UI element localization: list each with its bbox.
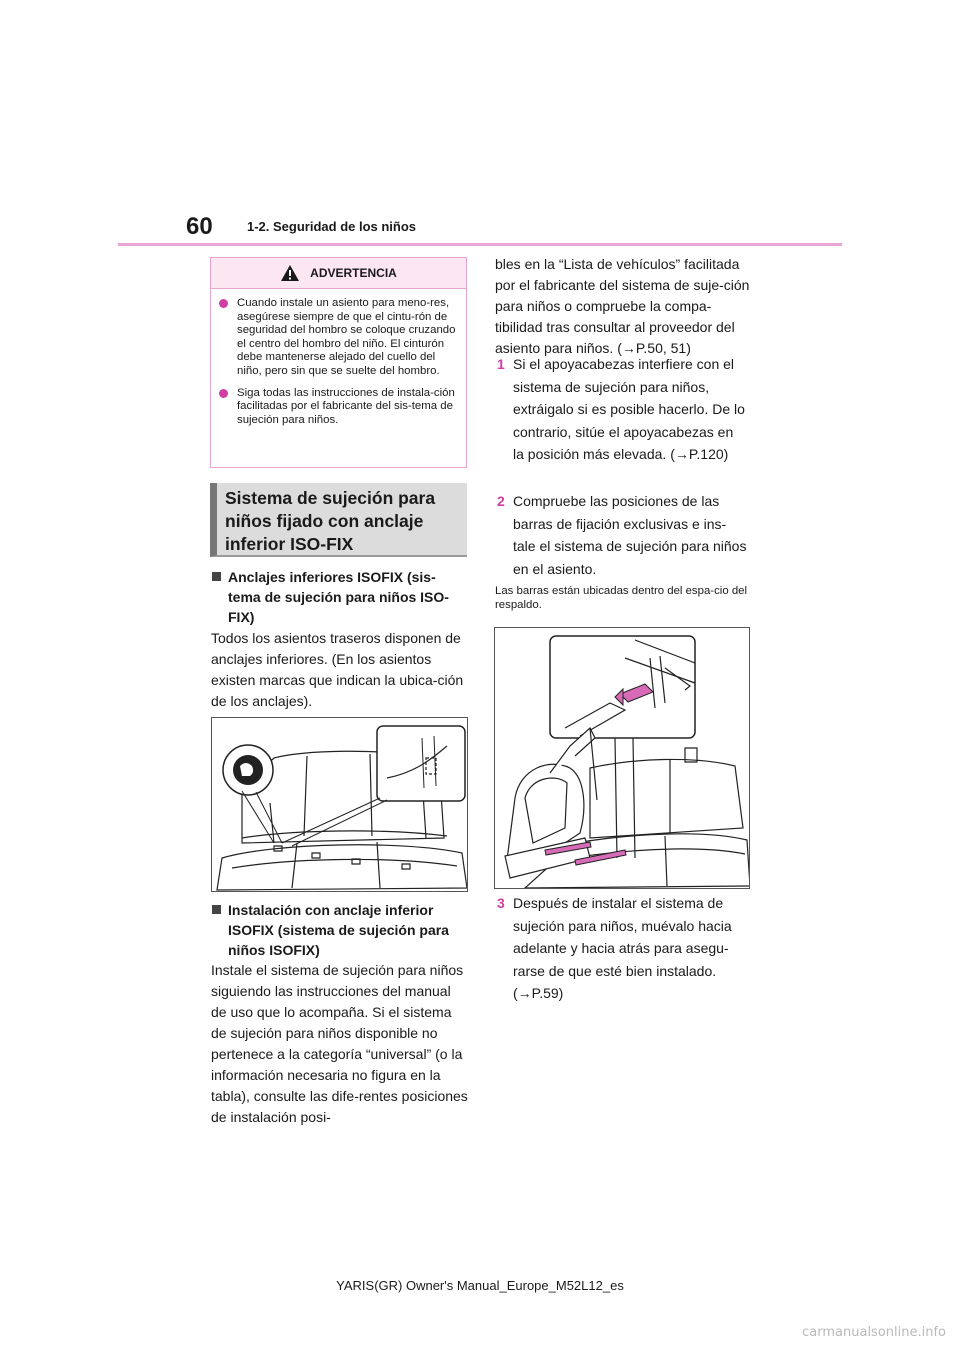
subheading-text: Instalación con anclaje inferior ISOFIX (sistema de sujeción para niños ISOFIX) bbox=[228, 902, 449, 958]
figure-rear-seat-isofix bbox=[211, 717, 468, 892]
square-bullet-icon bbox=[212, 905, 221, 914]
step-number: 3 bbox=[497, 895, 505, 911]
warning-item-text: Cuando instale un asiento para meno-res, asegúrese siempre de que el cintu-rón de seguridad del hombro se coloque cruzando el centro del hombro del niño. El cinturón debe mantenerse alejado del cuello del niño, pero sin que se suelte del hombro. bbox=[237, 297, 456, 377]
subheading-text: Anclajes inferiores ISOFIX (sis-tema de sujeción para niños ISO-FIX) bbox=[228, 569, 449, 625]
warning-header bbox=[211, 258, 466, 289]
section-title: 1-2. Seguridad de los niños bbox=[247, 219, 417, 234]
footer-text: YARIS(GR) Owner's Manual_Europe_M52L12_es bbox=[336, 1278, 624, 1293]
body-paragraph: Todos los asientos traseros disponen de anclajes inferiores. (En los asientos existen marcas que indican la ubica-ción de los anclajes). bbox=[211, 630, 464, 709]
step-text: Después de instalar el sistema de sujeción para niños, muévalo hacia adelante y hacia atrás para asegu-rarse de que esté bien instalado. (→P.59) bbox=[513, 895, 732, 1002]
bullet-icon bbox=[219, 299, 228, 308]
watermark: carmanualsonline.info bbox=[802, 1325, 946, 1340]
note-text: Las barras están ubicadas dentro del espa-cio del respaldo. bbox=[495, 585, 748, 611]
rear-seat-illustration bbox=[212, 718, 468, 892]
step-text: Compruebe las posiciones de las barras de fijación exclusivas e ins-tale el sistema de sujeción para niños en el asiento. bbox=[513, 493, 747, 577]
header-rule bbox=[118, 243, 842, 246]
step-number: 2 bbox=[497, 493, 505, 509]
step-text: Si el apoyacabezas interfiere con el sistema de sujeción para niños, extráigalo si es posible hacerlo. De lo contrario, sitúe el apoyacabezas en la posición más elevada. (→P.120) bbox=[513, 356, 745, 463]
step-number: 1 bbox=[497, 356, 505, 372]
square-bullet-icon bbox=[212, 572, 221, 581]
step-item bbox=[497, 892, 747, 1005]
section-heading: Sistema de sujeción para niños fijado con anclaje inferior ISO-FIX bbox=[210, 483, 467, 557]
warning-triangle-icon bbox=[280, 264, 300, 282]
warning-item bbox=[219, 297, 456, 379]
figure-child-seat-installation bbox=[494, 627, 750, 889]
body-paragraph: Instale el sistema de sujeción para niños siguiendo las instrucciones del manual de uso que lo acompaña. Si el sistema de sujeción para niños disponible no pertenece a la categoría “universal” (o la información necesaria no figura en la tabla), consulte las dife-rentes posiciones de instalación posi- bbox=[211, 962, 468, 1125]
child-seat-illustration bbox=[495, 628, 750, 889]
step-item bbox=[497, 490, 747, 580]
warning-box bbox=[210, 257, 467, 468]
warning-title: ADVERTENCIA bbox=[310, 266, 397, 280]
body-paragraph: bles en la “Lista de vehículos” facilitada por el fabricante del sistema de suje-ción para niños o compruebe la compa-tibilidad tras consultar al proveedor del asiento para niños. (→P.50, 51) bbox=[495, 256, 750, 356]
subheading-isofix-anchors bbox=[212, 567, 468, 627]
subheading-isofix-installation bbox=[212, 900, 468, 960]
page-number: 60 bbox=[186, 213, 213, 240]
bullet-icon bbox=[219, 389, 228, 398]
warning-item bbox=[219, 387, 456, 428]
warning-item-text: Siga todas las instrucciones de instala-ción facilitadas por el fabricante del sis-tema de sujeción para niños. bbox=[237, 386, 455, 426]
step-item bbox=[497, 353, 747, 466]
